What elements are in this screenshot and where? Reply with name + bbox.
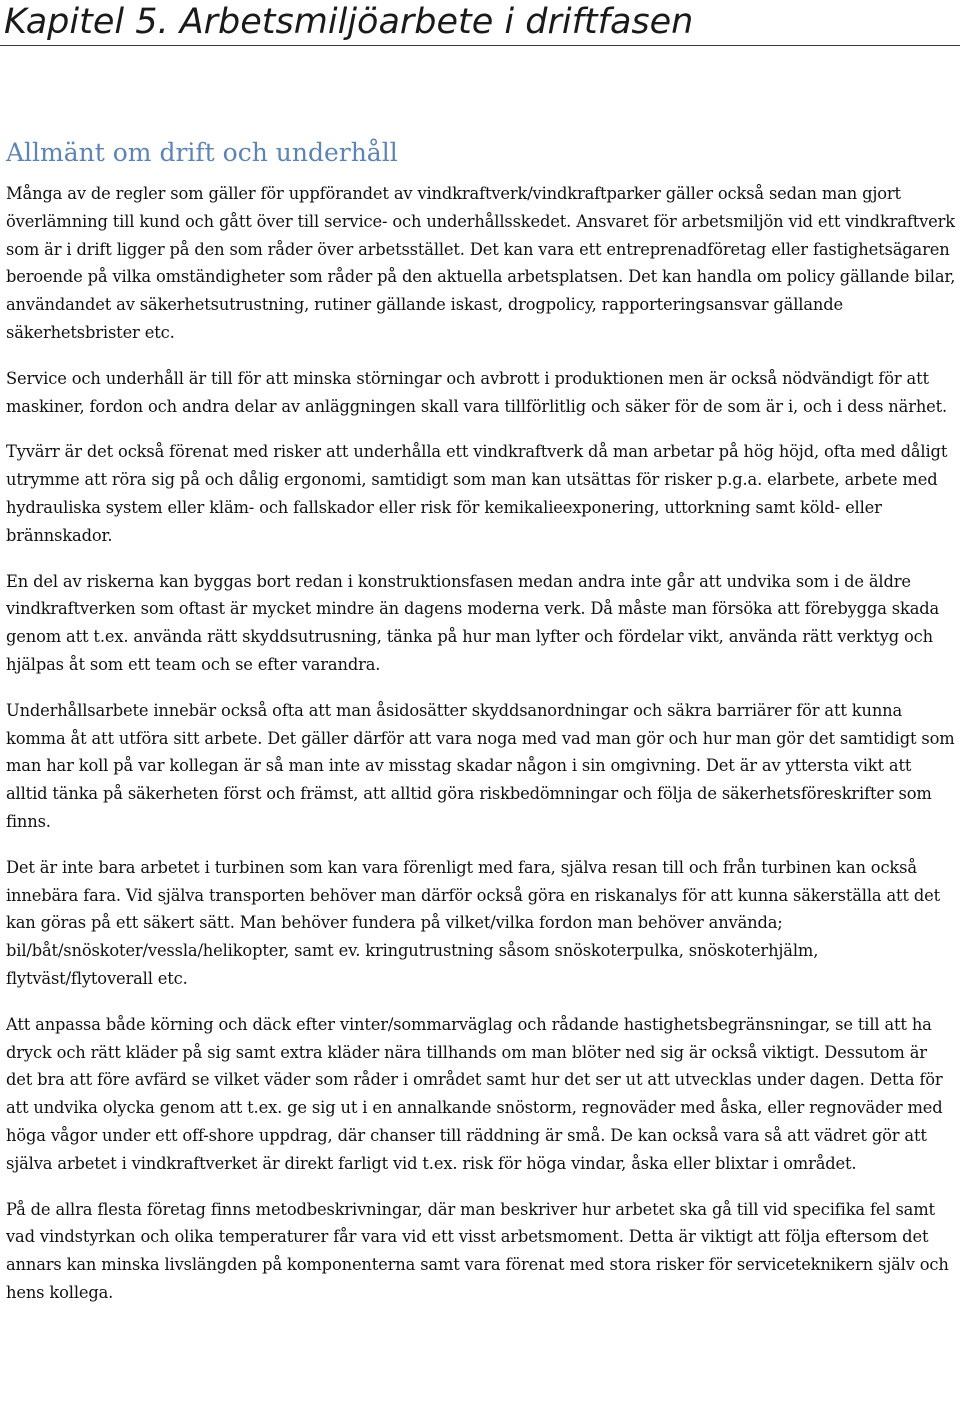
paragraph: Underhållsarbete innebär också ofta att man åsidosätter skyddsanordningar och säkra barriärer för att kunna komma åt att utföra sitt arbete. Det gäller därför att vara noga med vad man gör och hur man gör det samtidigt som man har koll på var kollegan är så man inte av misstag skadar någon i sin omgivning. Det är av yttersta vikt att alltid tänka på säkerheten först och främst, att alltid göra riskbedömningar och följa de säkerhetsföreskrifter som finns.	[6, 700, 955, 831]
paragraph: En del av riskerna kan byggas bort redan i konstruktionsfasen medan andra inte går att undvika som i de äldre vindkraftverken som oftast är mycket mindre än dagens moderna verk. Då måste man försöka att förebygga skada genom att t.ex. använda rätt skyddsutrusning, tänka på hur man lyfter och fördelar vikt, använda rätt verktyg och hjälpas åt som ett team och se efter varandra.	[6, 571, 940, 674]
paragraph: Att anpassa både körning och däck efter vinter/sommarväglag och rådande hastighetsbegränsningar, se till att ha dryck och rätt kläder på sig samt extra kläder nära tillhands om man blöter ned sig är också viktigt. Dessutom är det bra att före avfärd se vilket väder som råder i området samt hur det ser ut att utvecklas under dagen. Detta för att undvika olycka genom att t.ex. ge sig ut i en annalkande snöstorm, regnoväder med åska, eller regnoväder med höga vågor under ett off-shore uppdrag, där chanser till räddning är små. De kan också vara så att vädret gör att själva arbetet i vindkraftverket är direkt farligt vid t.ex. risk för höga vindar, åska eller blixtar i området.	[6, 1014, 943, 1173]
chapter-title: Kapitel 5. Arbetsmiljöarbete i driftfasen	[4, 2, 694, 42]
paragraph: Det är inte bara arbetet i turbinen som kan vara förenligt med fara, själva resan till och från turbinen kan också innebära fara. Vid själva transporten behöver man därför också göra en riskanalys för att kunna säkerställa att det kan göras på ett säkert sätt. Man behöver fundera på vilket/vilka fordon man behöver använda; bil/båt/snöskoter/vessla/helikopter, samt ev. kringutrustning såsom snöskoterpulka, snöskoterhjälm, flytväst/flytoverall etc.	[6, 857, 940, 988]
paragraph: Många av de regler som gäller för uppförandet av vindkraftverk/vindkraftparker gäller också sedan man gjort överlämning till kund och gått över till service- och underhållsskedet. Ansvaret för arbetsmiljön vid ett vindkraftverk som är i drift ligger på den som råder över arbetsstället. Det kan vara ett entreprenadföretag eller fastighetsägaren beroende på vilka omständigheter som råder på den aktuella arbetsplatsen. Det kan handla om policy gällande bilar, användandet av säkerhetsutrustning, rutiner gällande iskast, drogpolicy, rapporteringsansvar gällande säkerhetsbrister etc.	[6, 184, 956, 342]
paragraph: Service och underhåll är till för att minska störningar och avbrott i produktionen men är också nödvändigt för att maskiner, fordon och andra delar av anläggningen skall vara tillförlitlig och säker för de som är i, och i dess närhet.	[6, 368, 948, 416]
paragraph: På de allra flesta företag finns metodbeskrivningar, där man beskriver hur arbetet ska gå till vid specifika fel samt vad vindstyrkan och olika temperaturer får vara vid ett visst arbetsmoment. Detta är viktigt att följa eftersom det annars kan minska livslängden på komponenterna samt vara förenat med stora risker för serviceteknikern själv och hens kollega.	[6, 1199, 949, 1302]
title-divider	[0, 45, 960, 46]
section-title: Allmänt om drift och underhåll	[6, 138, 398, 167]
body-text	[6, 180, 956, 1307]
paragraph: Tyvärr är det också förenat med risker att underhålla ett vindkraftverk då man arbetar på hög höjd, ofta med dåligt utrymme att röra sig på och dålig ergonomi, samtidigt som man kan utsättas för risker p.g.a. elarbete, arbete med hydrauliska system eller kläm- och fallskador eller risk för kemikalieexponering, uttorkning samt köld- eller brännskador.	[6, 442, 948, 545]
